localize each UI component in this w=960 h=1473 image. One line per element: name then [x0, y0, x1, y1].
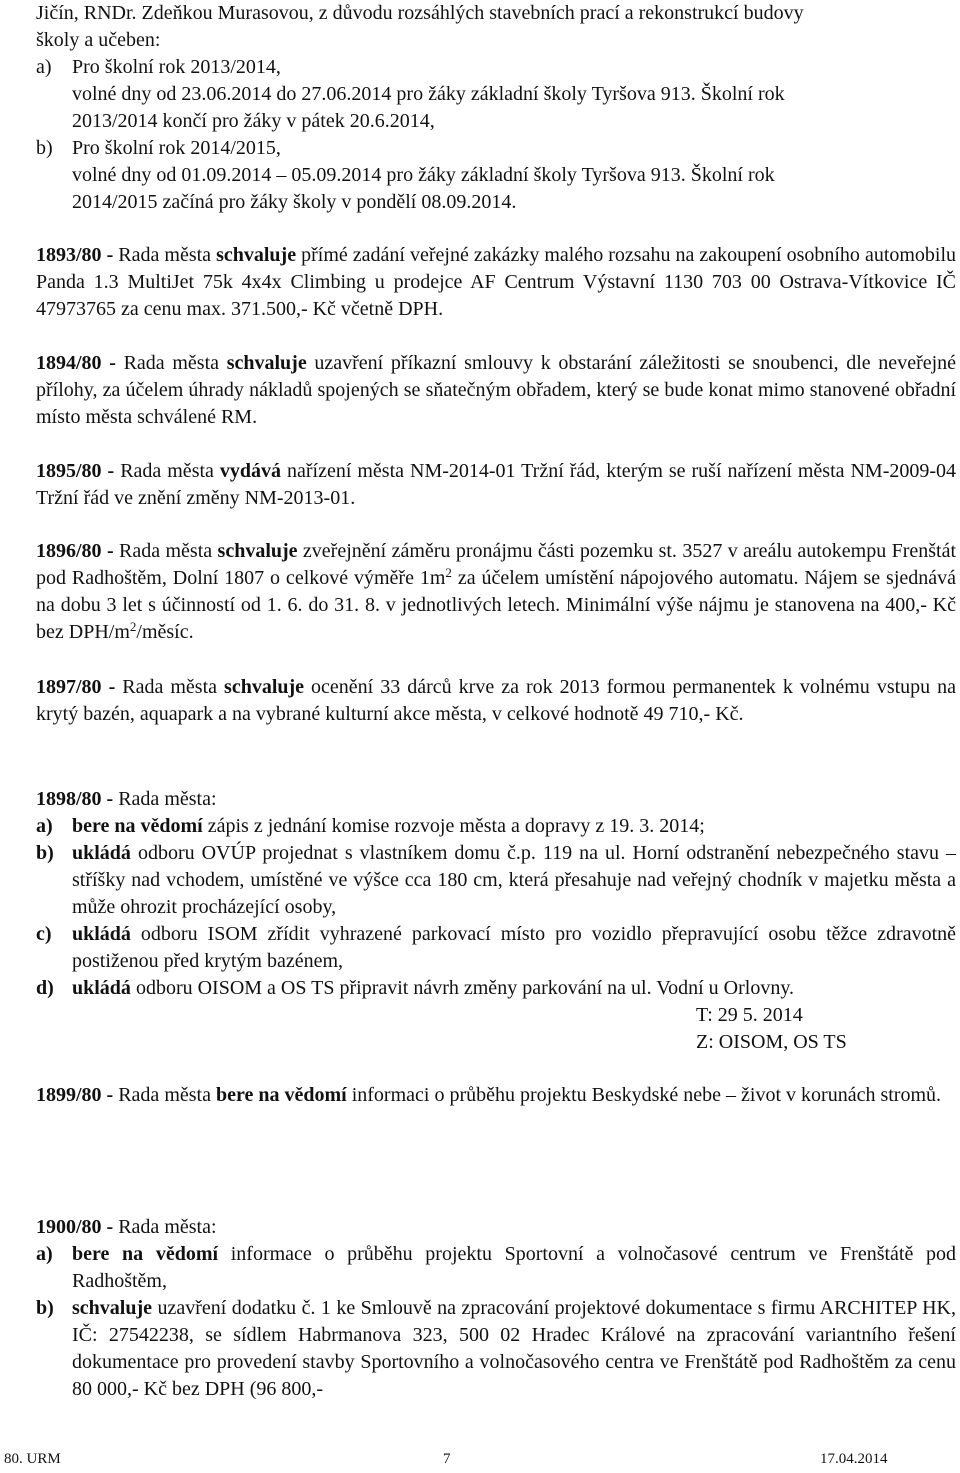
intro-item-a-line-1: Pro školní rok 2013/2014,: [72, 56, 281, 78]
resolution-subject: Rada města: [119, 540, 213, 562]
resolution-text: ocenění 33 dárců krve za rok 2013 formou permanentek k volnému vstupu na krytý bazén, aquapark a na vybrané kulturní akce města, v celkové hodnotě 49 710,- Kč.: [36, 676, 957, 725]
list-item-text: zápis z jednání komise rozvoje města a dopravy z 19. 3. 2014;: [207, 815, 705, 837]
list-item-mark: a): [36, 815, 53, 837]
intro-item-a: [36, 54, 956, 135]
footer-date: 17.04.2014: [820, 1451, 888, 1467]
resolution-number: 1896/80 -: [36, 540, 114, 562]
list-item-text: odboru OVÚP projednat s vlastníkem domu č.p. 119 na ul. Horní odstranění nebezpečného stavu – stříšky nad vchodem, umístěné ve výšce cca 180 cm, která přesahuje nad veřejný chodník v majetku města a může ohrozit procházející osoby,: [72, 842, 957, 918]
list-item-mark: c): [36, 923, 52, 945]
resolution-number: 1893/80 -: [36, 244, 114, 266]
superscript-2: 2: [445, 565, 452, 580]
resolution-1897: [36, 674, 956, 728]
responsible: Z: OISOM, OS TS: [696, 1031, 847, 1053]
resolution-verb: schvaluje: [226, 352, 307, 374]
superscript-2: 2: [129, 619, 137, 634]
list-item-text: odboru ISOM zřídit vyhrazené parkovací místo pro vozidlo přepravující osobu těžce zdravotně postiženou před krytým bazénem,: [72, 923, 957, 972]
resolution-verb: vydává: [219, 460, 282, 482]
footer-page-number: 7: [443, 1451, 451, 1467]
resolution-number: 1899/80 -: [36, 1084, 114, 1106]
resolution-subject: Rada města: [118, 1084, 211, 1106]
resolution-1899: [36, 1082, 956, 1109]
intro-section: [36, 0, 956, 216]
resolution-subject: Rada města: [118, 244, 212, 266]
intro-item-b-line-3: 2014/2015 začíná pro žáky školy v pondělí 08.09.2014.: [72, 191, 517, 213]
resolution-1900: [36, 1214, 956, 1403]
resolution-subject: Rada města:: [118, 1216, 217, 1238]
deadline: T: 29 5. 2014: [696, 1004, 803, 1026]
list-item-text: odboru OISOM a OS TS připravit návrh změny parkování na ul. Vodní u Orlovny.: [135, 977, 795, 999]
resolution-1895: [36, 458, 956, 512]
intro-line-1: Jičín, RNDr. Zdeňkou Murasovou, z důvodu rozsáhlých stavebních prací a rekonstrukcí budovy: [36, 2, 804, 24]
resolution-subject: Rada města:: [118, 788, 217, 810]
resolution-1893: [36, 242, 956, 323]
resolution-text: přímé zadání veřejné zakázky malého rozsahu na zakoupení osobního automobilu Panda 1.3 MultiJet 75k 4x4x Climbing u prodejce AF Centrum Výstavní 1130 703 00 Ostrava-Vítkovice IČ 47973765 za cenu max. 371.500,- Kč včetně DPH.: [36, 244, 957, 320]
resolution-1894: [36, 350, 956, 431]
list-item-verb: bere na vědomí: [72, 815, 203, 837]
resolution-verb: bere na vědomí: [215, 1084, 347, 1106]
resolution-1898: [36, 786, 956, 1056]
list-item: [36, 1295, 956, 1403]
intro-item-a-mark: a): [36, 56, 52, 78]
footer-meeting: 80. URM: [4, 1451, 61, 1467]
resolution-text: nařízení města NM-2014-01 Tržní řád, kterým se ruší nařízení města NM-2009-04 Tržní řád ve znění změny NM-2013-01.: [36, 460, 957, 509]
intro-item-b-mark: b): [36, 137, 53, 159]
resolution-1900-items: [36, 1241, 956, 1403]
intro-item-a-line-3: 2013/2014 končí pro žáky v pátek 20.6.2014,: [72, 110, 435, 132]
intro-line-2: školy a učeben:: [36, 29, 161, 51]
list-item-text: informace o průběhu projektu Sportovní a volnočasové centrum ve Frenštátě pod Radhoštěm,: [72, 1243, 957, 1292]
list-item-mark: b): [36, 842, 54, 864]
list-item: [36, 1241, 956, 1295]
intro-item-b-line-2: volné dny od 01.09.2014 – 05.09.2014 pro žáky základní školy Tyršova 913. Školní rok: [72, 164, 775, 186]
list-item-mark: a): [36, 1243, 53, 1265]
resolution-number: 1900/80 -: [36, 1216, 114, 1238]
resolution-verb: schvaluje: [216, 244, 297, 266]
resolution-1898-items: [36, 813, 956, 1002]
resolution-verb: schvaluje: [217, 540, 298, 562]
resolution-text: informaci o průběhu projektu Beskydské nebe – život v korunách stromů.: [351, 1084, 942, 1106]
intro-item-b-line-1: Pro školní rok 2014/2015,: [72, 137, 281, 159]
resolution-number: 1897/80 -: [36, 676, 116, 698]
list-item-verb: ukládá: [72, 842, 131, 864]
resolution-subject: Rada města: [120, 460, 214, 482]
resolution-text: zveřejnění záměru pronájmu části pozemku st. 3527 v areálu autokempu Frenštát pod Radhoštěm, Dolní 1807 o celkové výměře 1m: [36, 540, 957, 589]
intro-item-b: [36, 135, 956, 216]
list-item-verb: ukládá: [72, 977, 131, 999]
resolution-verb: schvaluje: [224, 676, 305, 698]
resolution-text-cont: za účelem umístění nápojového automatu. Nájem se sjednává na dobu 3 let s účinností od 1. 6. do 31. 8. v jednotlivých letech. Minimální výše nájmu je stanovena na 400,- Kč bez DPH/m: [36, 567, 957, 643]
intro-item-a-line-2: volné dny od 23.06.2014 do 27.06.2014 pro žáky základní školy Tyršova 913. Školní rok: [72, 83, 785, 105]
resolution-number: 1894/80 -: [36, 352, 116, 374]
resolution-text: uzavření příkazní smlouvy k obstarání záležitosti se snoubenci, dle neveřejné přílohy, za účelem úhrady nákladů spojených se sňatečným obřadem, který se bude konat mimo stanovené obřadní místo města schválené RM.: [36, 352, 957, 428]
list-item-mark: d): [36, 977, 54, 999]
list-item: [36, 813, 956, 840]
resolution-subject: Rada města: [122, 676, 218, 698]
list-item: [36, 840, 956, 921]
list-item: [36, 921, 956, 975]
list-item-verb: bere na vědomí: [72, 1243, 219, 1265]
page-footer: [0, 1446, 960, 1468]
resolution-number: 1898/80 -: [36, 788, 114, 810]
list-item-mark: b): [36, 1297, 54, 1319]
resolution-number: 1895/80 -: [36, 460, 115, 482]
resolution-subject: Rada města: [123, 352, 220, 374]
list-item: [36, 975, 956, 1002]
resolution-text-end: /měsíc.: [136, 621, 194, 643]
list-item-verb: schvaluje: [72, 1297, 152, 1319]
list-item-text: uzavření dodatku č. 1 ke Smlouvě na zpracování projektové dokumentace s firmu ARCHITEP HK, IČ: 27542238, se sídlem Habrmanova 323, 500 02 Hradec Králové na zpracování variantního řešení dokumentace pro provedení stavby Sportovního a volnočasového centra ve Frenštátě pod Radhoštěm za cenu 80 000,- Kč bez DPH (96 800,-: [72, 1297, 956, 1400]
resolution-1896: [36, 538, 956, 646]
list-item-verb: ukládá: [72, 923, 131, 945]
